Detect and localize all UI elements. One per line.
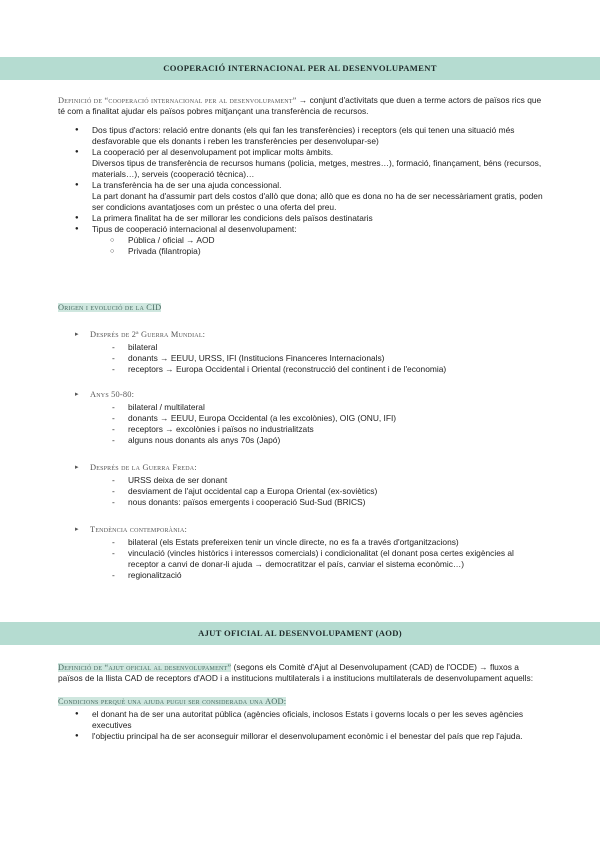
aod-definition <box>58 662 544 684</box>
origin-heading-wrap <box>58 302 544 313</box>
list-item: - regionalització <box>75 570 545 581</box>
conditions-list <box>58 709 544 742</box>
coop-types-list <box>58 235 544 257</box>
definition-label: Definició de “cooperació internacional per al desenvolupament” <box>58 96 297 105</box>
period-block <box>75 329 545 375</box>
list-item: - donants → EEUU, URSS, IFI (Institucions Financeres Internacionals) <box>75 353 545 364</box>
intro-section <box>58 95 544 257</box>
aod-section <box>58 662 544 742</box>
conditions-heading-wrap <box>58 696 544 707</box>
list-item: ○ Pública / oficial → AOD <box>58 235 544 246</box>
intro-definition <box>58 95 544 117</box>
list-item-text: La part donant ha d'assumir part dels costos d'allò que dona; allò que es dona no ha de ser necessàriament gratis, poden ser condicions avantatjoses com un préstec o una oferta del preu. <box>92 191 543 212</box>
definition-text: (segons els Comitè d'Ajut al Desenvolupament (CAD) de l'OCDE) → fluxos a països de la llista CAD de receptors d'AOD i a institucions multilaterals i a institucions multilaterals de desenvolupament aquells: <box>58 662 534 683</box>
list-item: - vinculació (vincles històrics i interessos comercials) i condicionalitat (el donant posa certes exigències al receptor a canvi de donar-li ajuda → democratitzar el país, canviar el sistema econòmic…) <box>75 548 545 570</box>
list-item-text: Diversos tipus de transferència de recursos humans (policia, metges, mestres…), formació, finançament, béns (recursos, materials…), serveis (cooperació tècnica)… <box>92 158 542 179</box>
period-block <box>75 389 545 446</box>
list-item-text: La cooperació per al desenvolupament pot implicar molts àmbits. <box>92 147 334 157</box>
list-item <box>58 224 544 257</box>
definition-label: Definició de “ajut oficial al desenvolupament” <box>58 663 232 672</box>
period-block <box>75 524 545 581</box>
list-item: ○ Privada (filantropia) <box>58 246 544 257</box>
list-item: - bilateral <box>75 342 545 353</box>
list-item: - desviament de l'ajut occidental cap a Europa Oriental (ex-soviètics) <box>75 486 545 497</box>
period-block <box>75 462 545 508</box>
list-item-text: La transferència ha de ser una ajuda concessional. <box>92 180 282 190</box>
list-item: - bilateral (els Estats prefereixen tenir un vincle directe, no es fa a través d'ortganitzacions) <box>75 537 545 548</box>
definition-text: → conjunt d'activitats que duen a terme actors de països rics que té com a finalitat ajudar els països pobres mitjançant una transferència de recursos. <box>58 95 542 116</box>
period-title: ▸ Després de 2ª Guerra Mundial: <box>75 329 545 340</box>
period-list <box>75 537 545 581</box>
list-item: - bilateral / multilateral <box>75 402 545 413</box>
list-item-text: Tipus de cooperació internacional al desenvolupament: <box>92 224 297 234</box>
section-banner-cooperacio: COOPERACIÓ INTERNACIONAL PER AL DESENVOLUPAMENT <box>0 57 600 80</box>
period-title: ▸ Tendència contemporània: <box>75 524 545 535</box>
list-item: ● La primera finalitat ha de ser millorar les condicions dels països destinataris <box>58 213 544 224</box>
intro-bullet-list <box>58 125 544 257</box>
list-item: ● el donant ha de ser una autoritat pública (agències oficials, inclosos Estats i governs locals o per les seves agències executives <box>58 709 544 731</box>
period-title: ▸ Anys 50-80: <box>75 389 545 400</box>
section-banner-aod: AJUT OFICIAL AL DESENVOLUPAMENT (AOD) <box>0 622 600 645</box>
origin-heading: Origen i evolució de la CID <box>58 303 162 312</box>
list-item: - nous donants: països emergents i cooperació Sud-Sud (BRICS) <box>75 497 545 508</box>
list-item: ● l'objectiu principal ha de ser aconseguir millorar el desenvolupament econòmic i el benestar del país que rep l'ajuda. <box>58 731 544 742</box>
list-item: - alguns nous donants als anys 70s (Japó) <box>75 435 545 446</box>
list-item: - receptors → excolònies i països no industrialitzats <box>75 424 545 435</box>
list-item: - donants → EEUU, Europa Occidental (a les excolònies), OIG (ONU, IFI) <box>75 413 545 424</box>
conditions-heading: Condicions perquè una ajuda pugui ser considerada una AOD: <box>58 697 287 706</box>
list-item <box>58 147 544 180</box>
list-item: - receptors → Europa Occidental i Oriental (reconstrucció del continent i de l'economia) <box>75 364 545 375</box>
list-item: ● Dos tipus d'actors: relació entre donants (els qui fan les transferències) i receptors (els qui tenen una situació més desfavorable que els donants i reben les transferències per desenvolupar-se) <box>58 125 544 147</box>
period-list <box>75 475 545 508</box>
list-item: - URSS deixa de ser donant <box>75 475 545 486</box>
period-list <box>75 402 545 446</box>
period-list <box>75 342 545 375</box>
list-item <box>58 180 544 213</box>
period-title: ▸ Després de la Guerra Freda: <box>75 462 545 473</box>
